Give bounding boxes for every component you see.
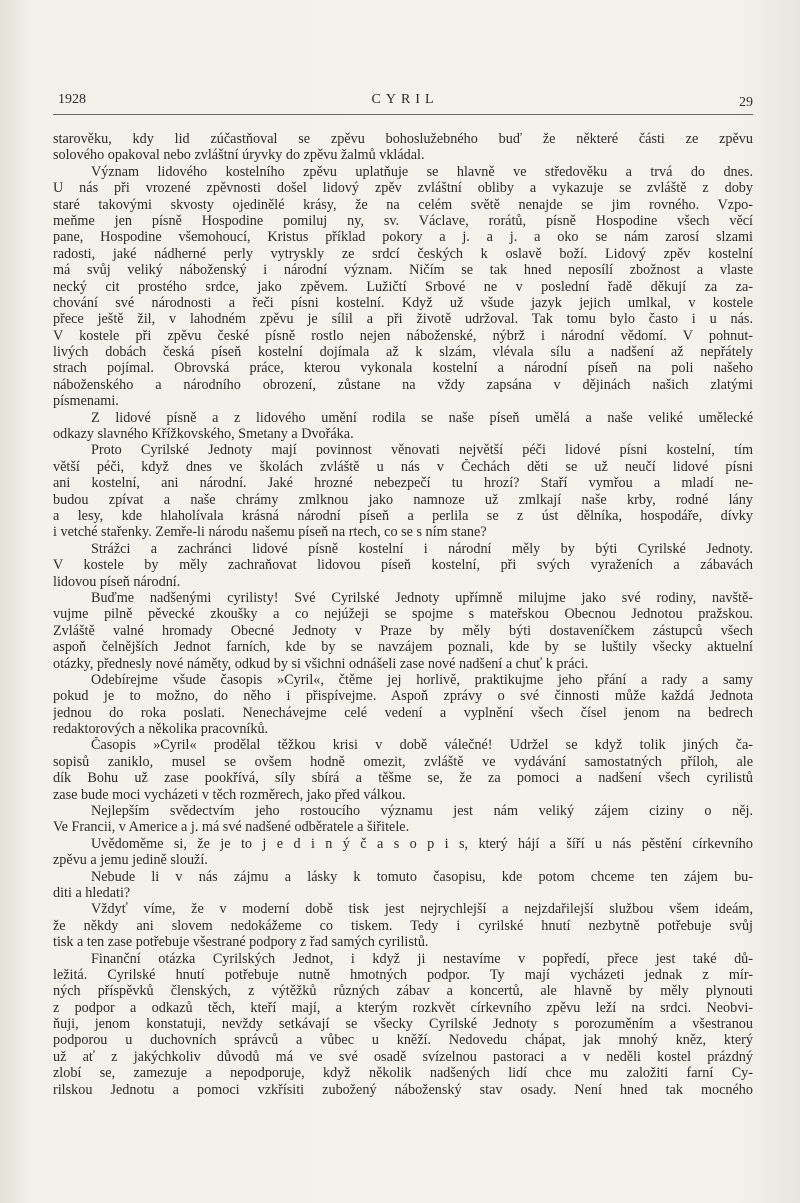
text-line: Význam lidového kostelního zpěvu uplatňuje se hlavně ve středověku a trvá do dnes. [91,163,753,180]
text-line: ležitá. Cyrilské hnutí potřebuje nutně hmotných podpor. Ty mají vycházeti jednak z mír- [53,966,753,983]
text-line: budou zpívat a naše chrámy zmlknou jako namnoze už zmlkají naše krby, rodné lány [53,491,753,508]
text-line: necký cit prostého srdce, jako zpěvem. Lužičtí Srbové ne v poslední řadě děkují za za- [53,278,753,295]
text-line: starověku, kdy lid zúčastňoval se zpěvu bohoslužebného buď že některé části ze zpěvu [53,131,753,147]
text-line: i vetché stařenky. Zemře-li národu našemu píseň na rtech, co se s ním stane? [53,524,487,541]
text-line: z podpor a odkazů těch, kteří mají, a kterým rozkvět církevního zpěvu leží na srdci. Neobvi- [53,999,753,1016]
text-line: přece ještě žil, v lahodném zpěvu je sílil a při životě udržoval. Tak tomu bylo často i u nás. [53,311,753,328]
text-line: Z lidové písně a z lidového umění rodila se naše píseň umělá a naše veliké umělecké [91,409,753,426]
text-line: chování své národnosti a řeči písni kostelní. Když už všude jazyk jejich umlkal, v kostele [53,294,753,311]
text-line: má svůj veliký náboženský i národní význam. Ničím se tak hned neposílí zbožnost a vlaste [53,262,753,279]
page-number: 29 [739,95,753,110]
text-line: lidovou píseň národní. [53,573,181,590]
text-line: tisk a ten zase potřebuje všestrané podpory z řad samých cyrilistů. [53,934,429,951]
text-line: strach pojímal. Obrovská práce, kterou vykonala kostelní a národní píseň na poli našeho [53,360,753,377]
text-line: Časopis »Cyril« prodělal těžkou krisi v době válečné! Udržel se když tolik jiných ča- [91,737,753,754]
text-line: náboženského a národního obrození, zůstane na vždy zapsána v dějinách našich zlatými [53,376,753,393]
text-line: pokud je to možno, do něho i přispívejme. Aspoň zprávy o své činnosti může každá Jednota [53,688,753,705]
text-line: meňme jen písně Hospodine pomiluj ny, sv. Václave, rorátů, písně Hospodine všech věcí [53,212,753,229]
text-line: V kostele by měly zachraňovat lidovou píseň kostelní, při svých vyraženích a zábavách [53,557,753,574]
text-line: jednou do roka poslati. Nenechávejme celé vedení a vyplnění všech čísel jenom na bedrech [53,704,753,721]
text-line: sopisů zaniklo, musel se ovšem hodně omezit, zvláště ve vydávání samostatných příloh, ale [53,753,753,770]
article-body [53,131,753,1098]
text-line: diti a hledati? [53,884,131,901]
header-journal-title: CYRIL [371,92,439,107]
text-line: odkazy slavného Křížkovského, Smetany a Dvořáka. [53,426,354,443]
text-line: V kostele při zpěvu české písně rostlo nejen náboženské, nýbrž i národní vědomí. V pohnut- [53,327,753,344]
text-line: Finanční otázka Cyrilských Jednot, i když ji nestavíme v popředí, přece jest také dů- [91,950,753,967]
text-line: zlobí se, zamezuje a nepodporuje, když několik nadšených lidí chce mu založiti farní Cy- [53,1065,753,1082]
text-line: rilskou Jednotu a pomoci vzkřísiti zubožený náboženský stav osady. Není hned tak mocného [53,1081,753,1098]
text-line: větší péči, když dnes ve školách zvláště u nás v Čechách děti se už neučí lidové písni [53,458,753,475]
text-line: livých dobách česká píseň kostelní dojímala až k slzám, vlévala sílu a nadšení až nepřátely [53,344,753,361]
text-line: Nejlepším svědectvím jeho rostoucího významu jest nám veliký zájem ciziny o něj. [91,803,753,820]
text-line: ani kostelní, ani národní. Jaké hrozné nebezpečí tu hrozí? Staří vymřou a mladí ne- [53,475,753,492]
text-line: redaktorových a několika pracovníků. [53,721,269,738]
text-line: vujme pilně pěvecké zkoušky a co nejúžeji se spojme s mateřskou Obecnou Jednotou pražskou. [53,606,753,623]
header-year: 1928 [58,92,86,107]
text-line: dík Bohu už zase pookřívá, síly sbírá a těšme se, že za pomoci a nadšení všech cyrilistů [53,770,753,787]
text-line: Uvědoměme si, že je to j e d i n ý č a s o p i s, který hájí a šíří u nás pěstění církevního [91,835,753,852]
text-line: ných příspěvků členských, z výtěžků různých zábav a koncertů, ale hlavně by měly plynouti [53,983,753,1000]
text-line: písmenami. [53,393,119,410]
text-line: Zvláště valné hromady Obecné Jednoty v Praze by měly býti dostaveníčkem zástupců všech [53,622,753,639]
text-line: Odebírejme všude časopis »Cyril«, čtěme jej horlivě, praktikujme jeho přání a rady a samy [91,671,753,688]
text-line: aspoň čelnějších Jednot farních, kde by se navzájem poznali, kde by se luštily všecky aktuelní [53,639,753,656]
text-line: solového opakoval nebo zvláštní úryvky do zpěvu žalmů vkládal. [53,147,425,164]
text-line: zpěvu a jemu jedině slouží. [53,852,208,869]
text-line: Strážci a zachránci lidové písně kostelní i národní měly by býti Cyrilské Jednoty. [91,540,753,557]
text-line: Vždyť víme, že v moderní době tisk jest nejrychlejší a nejzdařilejší službou všem ideám, [91,901,753,918]
text-line: už ať z jakýchkoliv důvodů má ve své osadě svízelnou pastoraci a v neděli kostel prázdný [53,1048,753,1065]
text-line: a lesy, kde hlaholívala krásná národní píseň a perlila se z úst dělníka, hospodáře, dívky [53,507,753,524]
text-line: pane, Hospodine všemohoucí, Kristus příklad pokory a j. a j. a oko se nám zarosí slzami [53,229,753,246]
text-line: Buďme nadšenými cyrilisty! Své Cyrilské Jednoty upřímně milujme jako své rodiny, navště- [91,589,753,606]
text-line: Ve Francii, v Americe a j. má své nadšené odběratele a šiřitele. [53,819,410,836]
header-rule [53,114,753,115]
text-line: U nás při vrozené zpěvnosti došel lidový zpěv zvláštní obliby a vykazuje se zvláště z doby [53,180,753,197]
text-line: podporou u duchovních správců a vůbec u kněží. Nedovedu chápat, jak mnohý kněz, který [53,1032,753,1049]
text-line: zase bude moci vycházeti v těch rozměrech, jako před válkou. [53,786,406,803]
text-line: že někdy ani slovem nedokážeme co tiskem. Tedy i cyrilské hnutí nezbytně potřebuje svůj [53,917,753,934]
text-line: ňuji, jenom konstatuji, nevždy setkávají se všecky Cyrilské Jednoty s porozuměním a všestranou [53,1016,753,1033]
text-line: Nebude li v nás zájmu a lásky k tomuto časopisu, kde potom chceme ten zájem bu- [91,868,753,885]
text-line: otázky, přednesly nové náměty, odkud by si všichni odnášeli zase nové nadšení a chuť k práci. [53,655,589,672]
text-line: staré takovými skvosty ojedinělé krásy, že na celém světě nenajde se jim rovného. Vzpo- [53,196,753,213]
text-line: Proto Cyrilské Jednoty mají povinnost věnovati největší péči lidové písni kostelní, tím [91,442,753,459]
running-header [55,92,755,112]
text-line: radosti, jaké nádherné perly vytryskly ze srdcí českých k oslavě boží. Lidový zpěv kostelní [53,245,753,262]
